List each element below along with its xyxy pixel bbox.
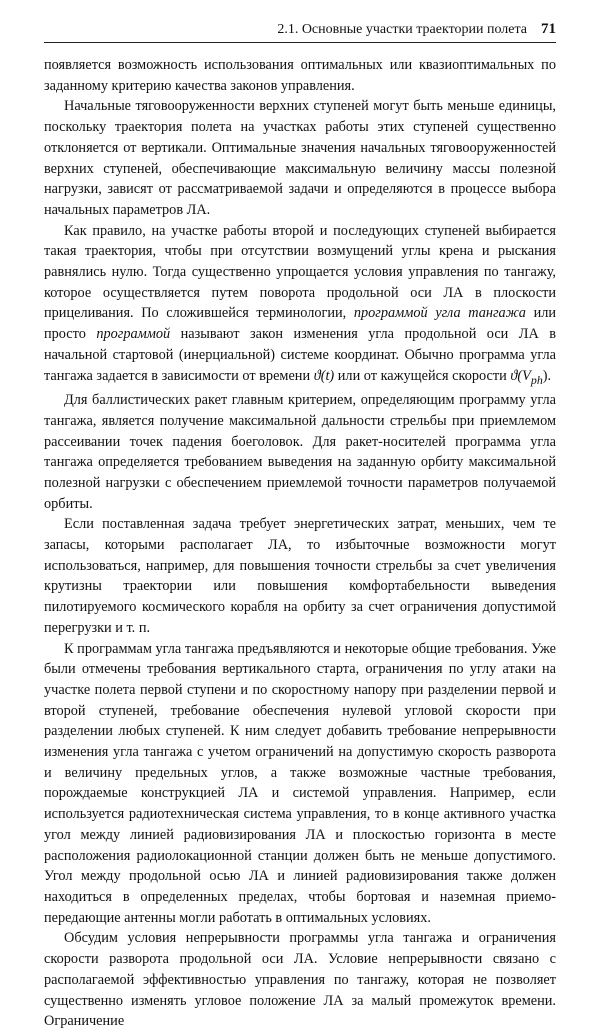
text-run: или просто	[44, 305, 556, 343]
section-title: 2.1. Основные участки траектории полета	[277, 22, 527, 37]
paragraph: появляется возможность использования оптимальных или квазиоптимальных по заданному критерию качества законов управления.	[44, 57, 556, 94]
term-emphasis: программой	[96, 326, 171, 343]
text-run: Как правило, на участке работы второй и последующих ступеней выбирается такая траектория, чтобы при отсутствии возмущений углы крена и рыскания равнялись нулю. Тогда существенно упрощается условия управления по тангажу, которое осуществляется путем поворота продольной оси ЛА в плоскости прицеливания. По сложившейся терминологии,	[44, 222, 556, 322]
paragraph: К программам угла тангажа предъявляются и некоторые общие требования. Уже были отмечены требования вертикального старта, ограничения по углу атаки на участке полета первой ступени и по скоростному напору при разделении первой и второй ступеней, требование обеспечения нулевой угловой скорости при разделении любых ступеней. К ним следует добавить требование непрерывности изменения угла тангажа с учетом ограничений на допустимую скорость разворота и величину предельных углов, а также возможные частные требования, порождаемые конструкцией ЛА и системой управления. Например, если используется радиотехническая система управления, то в конце активного участка угол между линией радиовизирования ЛА и плоскостью горизонта в месте расположения радиолокационной станции должен быть не меньше допустимого. Угол между продольной осью ЛА и линией радиовизирования также должен находиться в определенных пределах, чтобы бортовая и наземная приемо-передающие антенны могли работать в оптимальных условиях.	[44, 640, 556, 926]
term-emphasis: программой угла тангажа	[353, 305, 526, 322]
formula: $ϑ(V_{ph}$	[510, 367, 543, 387]
paragraph: Начальные тяговооруженности верхних ступеней могут быть меньше единицы, поскольку траектория полета на участках работы этих ступеней существенно отклоняется от вертикали. Оптимальные значения начальных тяговооруженностей верхних ступеней, обеспечивающие максимальную величину массы полезной нагрузки, зависят от рассматриваемой задачи и определяются в процессе выбора начальных параметров ЛА.	[44, 98, 556, 218]
paragraph	[44, 221, 556, 390]
body-text	[44, 55, 556, 1032]
text-run: ).	[542, 367, 552, 384]
running-header	[44, 20, 556, 43]
paragraph: Обсудим условия непрерывности программы угла тангажа и ограничения скорости разворота продольной оси ЛА. Условие непрерывности связано с располагаемой эффективностью управления по тангажу, которая не позволяет существенно изменять угловое положение ЛА за малый промежуток времени. Ограничение	[44, 930, 556, 1030]
formula: ϑ(t)	[313, 367, 335, 384]
page-number: 71	[541, 21, 556, 37]
text-run: называют закон изменения угла продольной оси ЛА в начальной стартовой (инерциальной) системе координат. Обычно программа угла тангажа задается в зависимости от времени	[44, 326, 556, 384]
text-run: или от кажущейся скорости	[334, 367, 511, 384]
paragraph: Если поставленная задача требует энергетических затрат, меньших, чем те запасы, которыми располагает ЛА, то избыточные возможности могут использоваться, например, для повышения точности стрельбы за счет увеличения крутизны траектории или повышения комфортабельности выведения пилотируемого космического корабля на орбиту за счет ограничения допустимой перегрузки и т. п.	[44, 516, 556, 636]
paragraph: Для баллистических ракет главным критерием, определяющим программу угла тангажа, является получение максимальной дальности стрельбы при приемлемом рассеивании точек падения боеголовок. Для ракет-носителей программа угла тангажа определяется требованием выведения на заданную орбиту максимальной полезной нагрузки с обеспечением приемлемой точности параметров получаемой орбиты.	[44, 392, 556, 512]
